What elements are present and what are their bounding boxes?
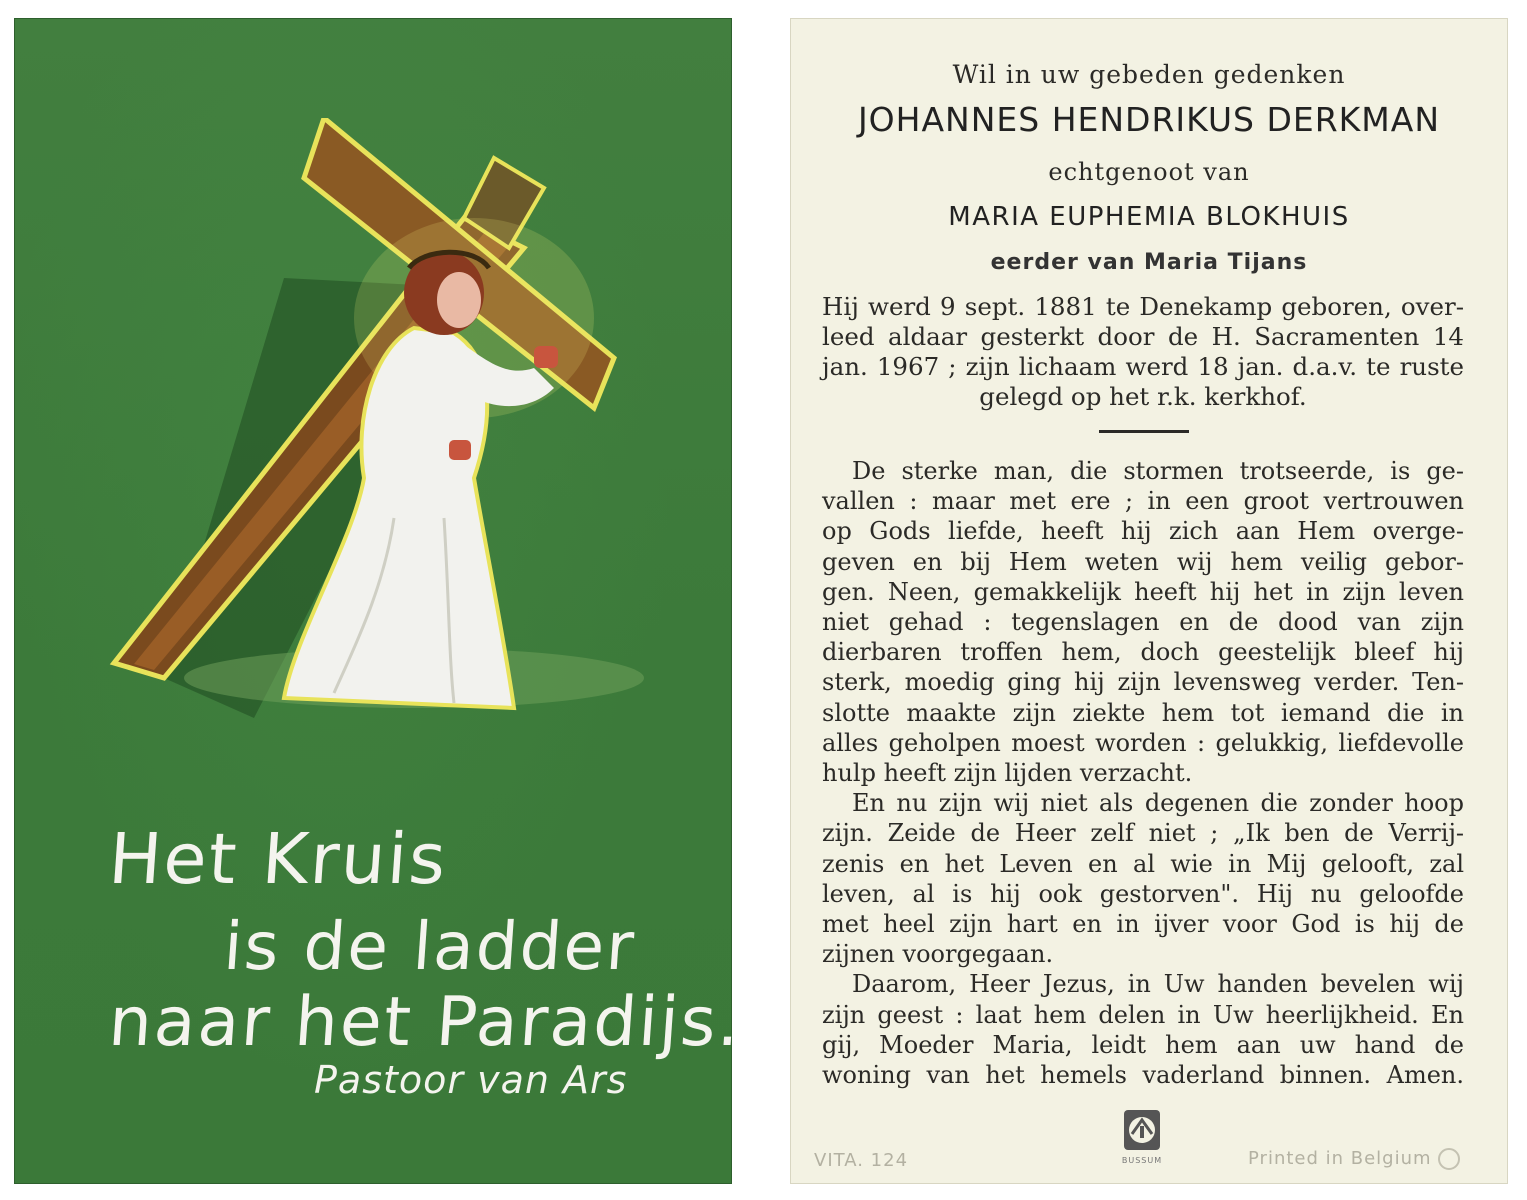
bio-line: gelegd op het r.k. kerkhof. (979, 382, 1307, 411)
spouse-name: MARIA EUPHEMIA BLOKHUIS (948, 202, 1350, 232)
motto-line-2: is de ladder (221, 908, 639, 985)
publisher-name: BUSSUM (1121, 1156, 1163, 1165)
body-line: En nu zijn wij niet als degenen die zonder hoop (852, 789, 1464, 818)
body-line: Daarom, Heer Jezus, in Uw handen bevelen wij (852, 970, 1464, 999)
body-line: slotte maakte zijn ziekte hem tot iemand die in (822, 698, 1464, 727)
body-line: geven en bij Hem weten wij hem veilig gebor- (822, 547, 1464, 576)
card-code: VITA. 124 (814, 1150, 909, 1171)
body-line: vallen : maar met ere ; in een groot vertrouwen (822, 487, 1464, 516)
bio-line: Hij werd 9 sept. 1881 te Denekamp geboren, over- (822, 292, 1464, 321)
body-line: met heel zijn hart en in ijver voor God is hij de (822, 910, 1464, 939)
body-line: zijn. Zeide de Heer zelf niet ; „Ik ben de Verrij- (822, 819, 1464, 848)
body-line: gij, Moeder Maria, leidt hem aan uw hand de (822, 1030, 1464, 1059)
biography (822, 292, 1464, 412)
printed-in: Printed in Belgium (1248, 1148, 1432, 1169)
body-line: gen. Neen, gemakkelijk heeft hij het in zijn leven (822, 577, 1464, 606)
body-line: zijn geest : laat hem delen in Uw heerlijkheid. En (822, 1000, 1464, 1029)
body-line: alles geholpen moest worden : gelukkig, liefdevolle (822, 728, 1464, 757)
motto-line-3: naar het Paradijs. (106, 983, 745, 1062)
previous-spouse: eerder van Maria Tijans (990, 250, 1308, 275)
memorial-text (822, 456, 1464, 1090)
body-line: woning van het hemels vaderland binnen. Amen. (822, 1061, 1464, 1090)
motto-line-1: Het Kruis (106, 818, 451, 900)
bio-line: jan. 1967 ; zijn lichaam werd 18 jan. d.a.v. te ruste (822, 352, 1464, 381)
card-back (790, 18, 1508, 1184)
deceased-name: JOHANNES HENDRIKUS DERKMAN (857, 100, 1441, 139)
printer-seal-icon (1438, 1148, 1460, 1170)
divider (1099, 430, 1189, 433)
motto-signature: Pastoor van Ars (314, 1058, 628, 1102)
body-line: leven, al is hij ook gestorven". Hij nu geloofde (822, 879, 1464, 908)
body-line: niet gehad : tegenslagen en de dood van zijn (822, 608, 1464, 637)
intro-text: Wil in uw gebeden gedenken (952, 60, 1346, 89)
body-line: zenis en het Leven en al wie in Mij gelooft, zal (822, 849, 1464, 878)
body-line: hulp heeft zijn lijden verzacht. (822, 759, 1193, 788)
card-front (14, 18, 745, 1184)
body-line: op Gods liefde, heeft hij zich aan Hem overge- (822, 517, 1464, 546)
spouse-intro: echtgenoot van (1048, 158, 1250, 186)
bio-line: leed aldaar gesterkt door de H. Sacramenten 14 (822, 322, 1464, 351)
body-line: zijnen voorgegaan. (822, 940, 1054, 969)
body-line: dierbaren troffen hem, doch geestelijk bleef hij (822, 638, 1464, 667)
body-line: De sterke man, die stormen trotseerde, is ge- (852, 457, 1464, 485)
body-line: sterk, moedig ging hij zijn levensweg verder. Ten- (822, 668, 1464, 697)
